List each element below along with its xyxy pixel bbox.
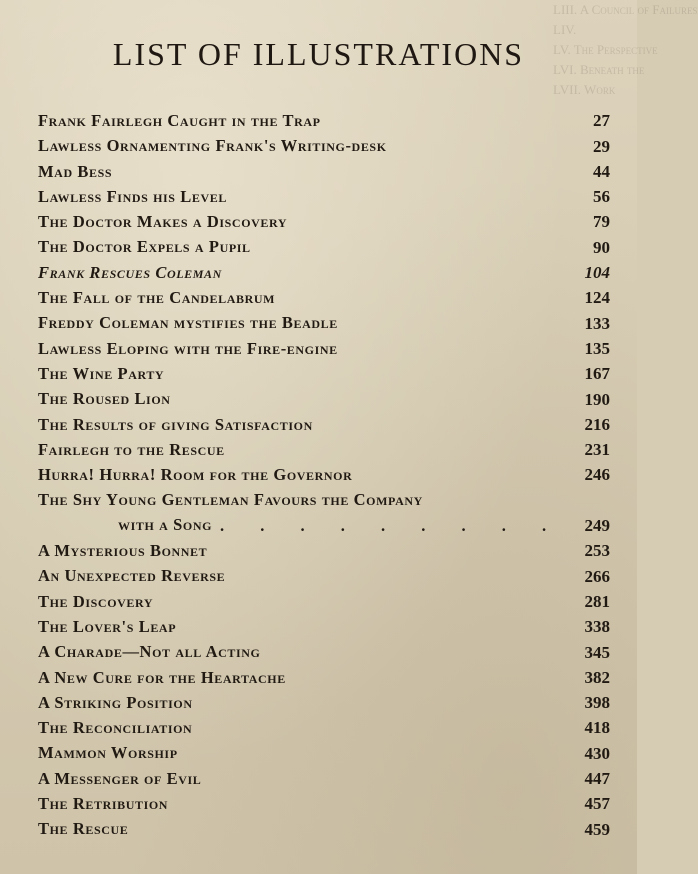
illustration-entry <box>38 285 610 310</box>
page-number: 249 <box>584 516 610 536</box>
page-number: 44 <box>593 161 610 181</box>
page-number: 231 <box>584 440 610 460</box>
illustration-title: A Messenger of Evil <box>38 768 202 788</box>
bleed-through-line: LIV. <box>553 22 577 37</box>
illustration-title: The Reconciliation <box>38 718 193 738</box>
illustration-entry <box>38 209 610 234</box>
page-number: 382 <box>584 667 610 687</box>
illustration-title: The Doctor Expels a Pupil <box>38 237 251 257</box>
illustration-entry <box>38 184 610 209</box>
illustration-title: A Charade—Not all Acting <box>38 642 261 662</box>
illustration-title: The Roused Lion <box>38 389 171 409</box>
illustration-title: A Striking Position <box>38 692 193 712</box>
page-number: 447 <box>584 769 610 789</box>
leader-dots: . . . . . . . . . <box>220 516 563 536</box>
illustration-title: Frank Fairlegh Caught in the Trap <box>38 111 321 130</box>
illustration-title: The Fall of the Candelabrum <box>38 288 276 308</box>
page-number: 104 <box>584 263 610 283</box>
illustration-title: The Wine Party <box>38 363 165 383</box>
illustration-title: The Retribution <box>38 794 169 814</box>
page-number: 29 <box>593 136 610 156</box>
page-number: 133 <box>584 313 610 333</box>
page-title: LIST OF ILLUSTRATIONS <box>112 36 525 72</box>
page-number: 79 <box>593 212 610 232</box>
page-number: 216 <box>584 414 610 434</box>
illustration-entry <box>38 260 610 285</box>
illustration-entry <box>38 639 610 664</box>
illustration-entry <box>38 133 610 158</box>
illustration-title: Mad Bess <box>38 161 113 181</box>
bleed-through-line: LVII. Work <box>553 82 616 97</box>
illustration-title: Lawless Ornamenting Frank's Writing-desk <box>38 136 387 156</box>
page-number: 56 <box>593 187 610 207</box>
illustration-title: The Shy Young Gentleman Favours the Company <box>38 490 423 510</box>
illustration-entry <box>38 412 610 437</box>
page-number: 124 <box>584 288 610 308</box>
illustration-title: Fairlegh to the Rescue <box>38 439 225 459</box>
illustration-entry <box>38 589 610 614</box>
illustration-entry <box>38 386 610 411</box>
page-number: 190 <box>584 389 610 409</box>
illustration-title: Frank Rescues Coleman <box>38 262 222 282</box>
page-number: 27 <box>593 111 610 131</box>
illustration-title: Freddy Coleman mystifies the Beadle <box>38 313 338 333</box>
illustration-entry <box>38 665 610 690</box>
illustration-title: The Doctor Makes a Discovery <box>38 212 288 232</box>
page-number: 253 <box>584 541 610 561</box>
illustration-entry <box>38 462 610 487</box>
illustration-entry <box>38 614 610 639</box>
illustration-title: Hurra! Hurra! Room for the Governor <box>38 465 353 485</box>
illustration-entry <box>38 538 610 563</box>
illustration-entry <box>38 563 610 588</box>
illustration-entry <box>38 715 610 740</box>
illustration-entry <box>38 310 610 335</box>
illustrations-list <box>38 108 610 842</box>
page-number: 459 <box>584 819 610 839</box>
illustration-title: The Rescue <box>38 819 129 839</box>
page-number: 266 <box>584 566 610 586</box>
illustration-entry <box>38 816 610 841</box>
illustration-entry <box>38 487 610 538</box>
illustration-entry <box>38 159 610 184</box>
page-number: 457 <box>584 794 610 814</box>
illustration-entry <box>38 336 610 361</box>
illustration-title-continued: with a Song <box>118 515 213 535</box>
page-number: 281 <box>584 591 610 611</box>
page-number: 418 <box>584 718 610 738</box>
illustration-entry <box>38 437 610 462</box>
page-number: 246 <box>584 465 610 485</box>
illustration-title: Lawless Finds his Level <box>38 186 227 206</box>
illustration-entry <box>38 108 610 133</box>
page-number: 90 <box>593 237 610 257</box>
page-number: 398 <box>584 693 610 713</box>
illustration-entry <box>38 234 610 259</box>
illustration-title: The Lover's Leap <box>38 616 177 636</box>
illustration-entry <box>38 791 610 816</box>
illustration-title: Lawless Eloping with the Fire-engine <box>38 338 338 358</box>
bleed-through-line: LV. The Perspective <box>553 42 658 57</box>
page-number: 345 <box>584 642 610 662</box>
bleed-through-line: LIII. A Council of Failures <box>553 2 698 17</box>
illustration-title: The Discovery <box>38 591 154 611</box>
illustration-title: An Unexpected Reverse <box>38 566 226 586</box>
illustration-entry <box>38 740 610 765</box>
bleed-through-line: LVI. Beneath the <box>553 62 645 77</box>
illustration-entry <box>38 766 610 791</box>
illustration-title: Mammon Worship <box>38 743 178 763</box>
page-number: 135 <box>584 338 610 358</box>
illustration-title: A New Cure for the Heartache <box>38 667 286 687</box>
page-number: 338 <box>584 617 610 637</box>
page-number: 430 <box>584 743 610 763</box>
page-number: 167 <box>584 364 610 384</box>
illustration-entry <box>38 361 610 386</box>
illustration-entry <box>38 690 610 715</box>
illustration-title: The Results of giving Satisfaction <box>38 414 313 434</box>
illustration-title: A Mysterious Bonnet <box>38 541 208 561</box>
